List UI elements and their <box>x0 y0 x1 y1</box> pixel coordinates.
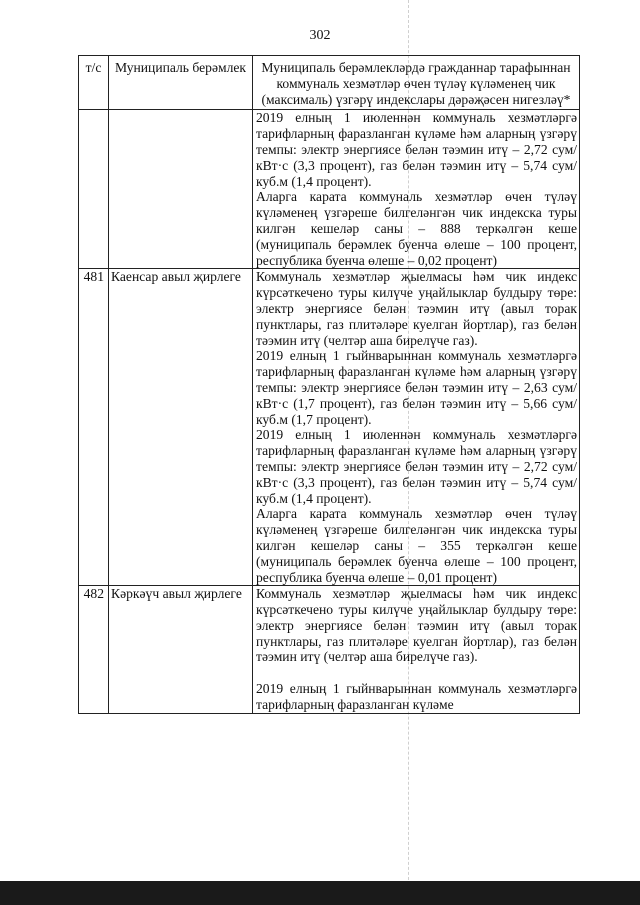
paragraph: 2019 елның 1 июленнән коммуналь хезмәтләргә тарифларның фаразланган күләме һәм аларның үзгәрү темпы: электр энергиясе белән тәэмин итү – 2,72 сум/кВт·с (3,3 процент), газ белән тәэмин итү – 5,74 сум/куб.м (1,4 процент). <box>256 110 577 189</box>
paragraph: Коммуналь хезмәтләр җыелмасы һәм чик индекс күрсәткечено туры килүче уңайлыклар булдыру төре: электр энергиясе белән тәэмин итү (авыл торак пунктлары, газ плитәләре куелган йортлар), газ белән тәэмин итү (челтәр аша бирелүче газ). <box>256 269 577 348</box>
paragraph: Аларга карата коммуналь хезмәтләр өчен түләү күләменең үзгәреше билгеләнгән чик индекска туры килгән кешеләр саны – 888 теркәлгән кеше (муниципаль берәмлек буенча өлеше – 100 процент, республика буенча өлеше – 0,02 процент) <box>256 189 577 268</box>
table-row-continuation <box>79 110 580 269</box>
page-number: 302 <box>309 28 331 43</box>
paragraph: 2019 елның 1 гыйнварыннан коммуналь хезмәтләргә тарифларның фаразланган күләме <box>256 681 577 713</box>
paragraph-gap <box>256 665 577 681</box>
table-row-481 <box>79 269 580 586</box>
index-table <box>78 55 580 714</box>
cell-basis-continuation <box>253 110 580 269</box>
paragraph: Аларга карата коммуналь хезмәтләр өчен түләү күләменең үзгәреше билгеләнгән чик индекска туры килгән кешеләр саны – 355 теркәлгән кеше (муниципаль берәмлек буенча өлеше – 100 процент, республика буенча өлеше – 0,01 процент) <box>256 506 577 585</box>
table-header-row <box>79 56 580 110</box>
cell-number: 481 <box>79 269 109 586</box>
paragraph: 2019 елның 1 июленнән коммуналь хезмәтләргә тарифларның фаразланган күләме һәм аларның үзгәрү темпы: электр энергиясе белән тәэмин итү – 2,72 сум/кВт·с (3,3 процент), газ белән тәэмин итү – 5,74 сум/куб.м (1,4 процент). <box>256 427 577 506</box>
header-number: т/с <box>79 56 109 110</box>
cell-number: 482 <box>79 586 109 714</box>
scan-bottom-edge <box>0 881 640 905</box>
header-municipality: Муниципаль берәмлек <box>109 56 253 110</box>
cell-municipality: Кәркәүч авыл җирлеге <box>109 586 253 714</box>
paragraph: Коммуналь хезмәтләр җыелмасы һәм чик индекс күрсәткечено туры килүче уңайлыклар булдыру төре: электр энергиясе белән тәэмин итү (авыл торак пунктлары, газ плитәләре куелган йортлар), газ белән тәэмин итү (челтәр аша бирелүче газ). <box>256 586 577 665</box>
table-row-482 <box>79 586 580 714</box>
cell-number-empty <box>79 110 109 269</box>
cell-basis <box>253 586 580 714</box>
cell-municipality-empty <box>109 110 253 269</box>
cell-basis <box>253 269 580 586</box>
cell-municipality: Каенсар авыл җирлеге <box>109 269 253 586</box>
paragraph: 2019 елның 1 гыйнварыннан коммуналь хезмәтләргә тарифларның фаразланган күләме һәм аларның үзгәрү темпы: электр энергиясе белән тәэмин итү – 2,63 сум/кВт·с (1,7 процент), газ белән тәэмин итү – 5,66 сум/куб.м (1,7 процент). <box>256 348 577 427</box>
header-basis: Муниципаль берәмлекләрдә гражданнар тарафыннан коммуналь хезмәтләр өчен түләү күләменең чик (максималь) үзгәрү индекслары дәрәҗәсен нигезләү* <box>253 56 580 110</box>
